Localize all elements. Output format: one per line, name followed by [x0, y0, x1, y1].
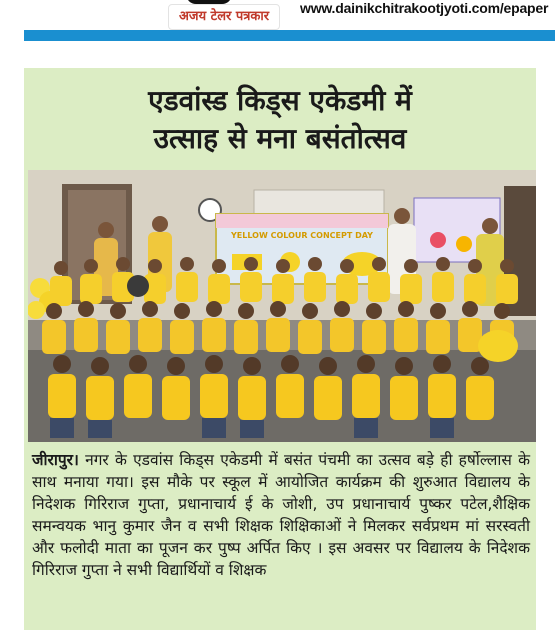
news-article	[24, 68, 536, 630]
epaper-url: www.dainikchitrakootjyoti.com/epaper	[300, 0, 549, 16]
headline-line-2: उत्साह से मना बसंतोत्सव	[153, 122, 407, 155]
event-photo	[28, 170, 536, 442]
headline-line-1: एडवांस्ड किड्स एकेडमी में	[148, 84, 412, 117]
article-headline	[24, 82, 536, 158]
newspaper-header	[0, 0, 555, 48]
article-body	[32, 449, 530, 581]
banner-text: YELLOW COLOUR CONCEPT DAY	[231, 231, 373, 240]
header-divider	[24, 30, 555, 41]
reporter-byline: अजय टेलर पत्रकार	[168, 4, 280, 30]
article-dateline: जीरापुर।	[32, 451, 79, 469]
article-body-text: नगर के एडवांस किड्स एकेडमी में बसंत पंचमी का उत्सव बड़े ही हर्षोल्लास के साथ मनाया गया। इस मौके पर स्कूल में आयोजित कार्यक्रम की शुरुआत विद्यालय के निदेशक गिरिराज गुप्ता, प्रधानाचार्य ई के जोशी, उप प्रधानाचार्य पुष्कर पटेल,शैक्षिक समन्वयक भानु कुमार जैन व सभी शिक्षक शिक्षिकाओं ने मिलकर सर्वप्रथम मां सरस्वती और फलोदी माता का पूजन कर पुष्प अर्पित किए । इस अवसर पर विद्यालय के निदेशक गिरिराज गुप्ता ने सभी विद्यार्थियों व शिक्षक	[32, 451, 530, 579]
